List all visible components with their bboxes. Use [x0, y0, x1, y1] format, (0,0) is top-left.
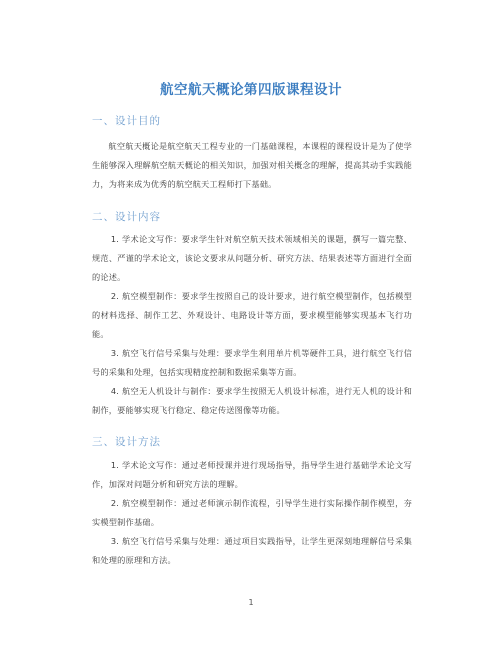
document-title: 航空航天概论第四版课程设计: [160, 82, 342, 98]
content-item-1: 1. 学术论文写作：要求学生针对航空航天技术领域相关的课题，撰写一篇完整、规范、严谨的学术论文，该论文要求从问题分析、研究方法、结果表述等方面进行全面的论述。: [92, 234, 412, 282]
content-item-4: 4. 航空无人机设计与制作：要求学生按照无人机设计标准，进行无人机的设计和制作，要能够实现飞行稳定、稳定传送图像等功能。: [92, 386, 412, 415]
section-heading-content: 二、设计内容: [92, 211, 161, 223]
method-item-1: 1. 学术论文写作：通过老师授课并进行现场指导，指导学生进行基础学术论文写作，加深对问题分析和研究方法的理解。: [92, 460, 412, 489]
section-heading-purpose: 一、设计目的: [92, 115, 161, 127]
page-number: 1: [248, 598, 254, 607]
method-item-2: 2. 航空模型制作：通过老师演示制作流程，引导学生进行实际操作制作模型，夯实模型制作基础。: [92, 498, 412, 527]
section-heading-method: 三、设计方法: [92, 436, 161, 448]
section-paragraph-purpose: 航空航天概论是航空航天工程专业的一门基础课程，本课程的课程设计是为了使学生能够深入理解航空航天概论的相关知识，加强对相关概念的理解，提高其动手实践能力，为将来成为优秀的航空航天工程师打下基础。: [92, 141, 412, 190]
content-item-2: 2. 航空模型制作：要求学生按照自己的设计要求，进行航空模型制作，包括模型的材料选择、制作工艺、外观设计、电路设计等方面，要求模型能够实现基本飞行功能。: [92, 291, 412, 339]
method-item-3: 3. 航空飞行信号采集与处理：通过项目实践指导，让学生更深刻地理解信号采集和处理的原理和方法。: [92, 536, 412, 565]
content-item-3: 3. 航空飞行信号采集与处理：要求学生利用单片机等硬件工具，进行航空飞行信号的采集和处理，包括实现精度控制和数据采集等方面。: [92, 348, 412, 377]
